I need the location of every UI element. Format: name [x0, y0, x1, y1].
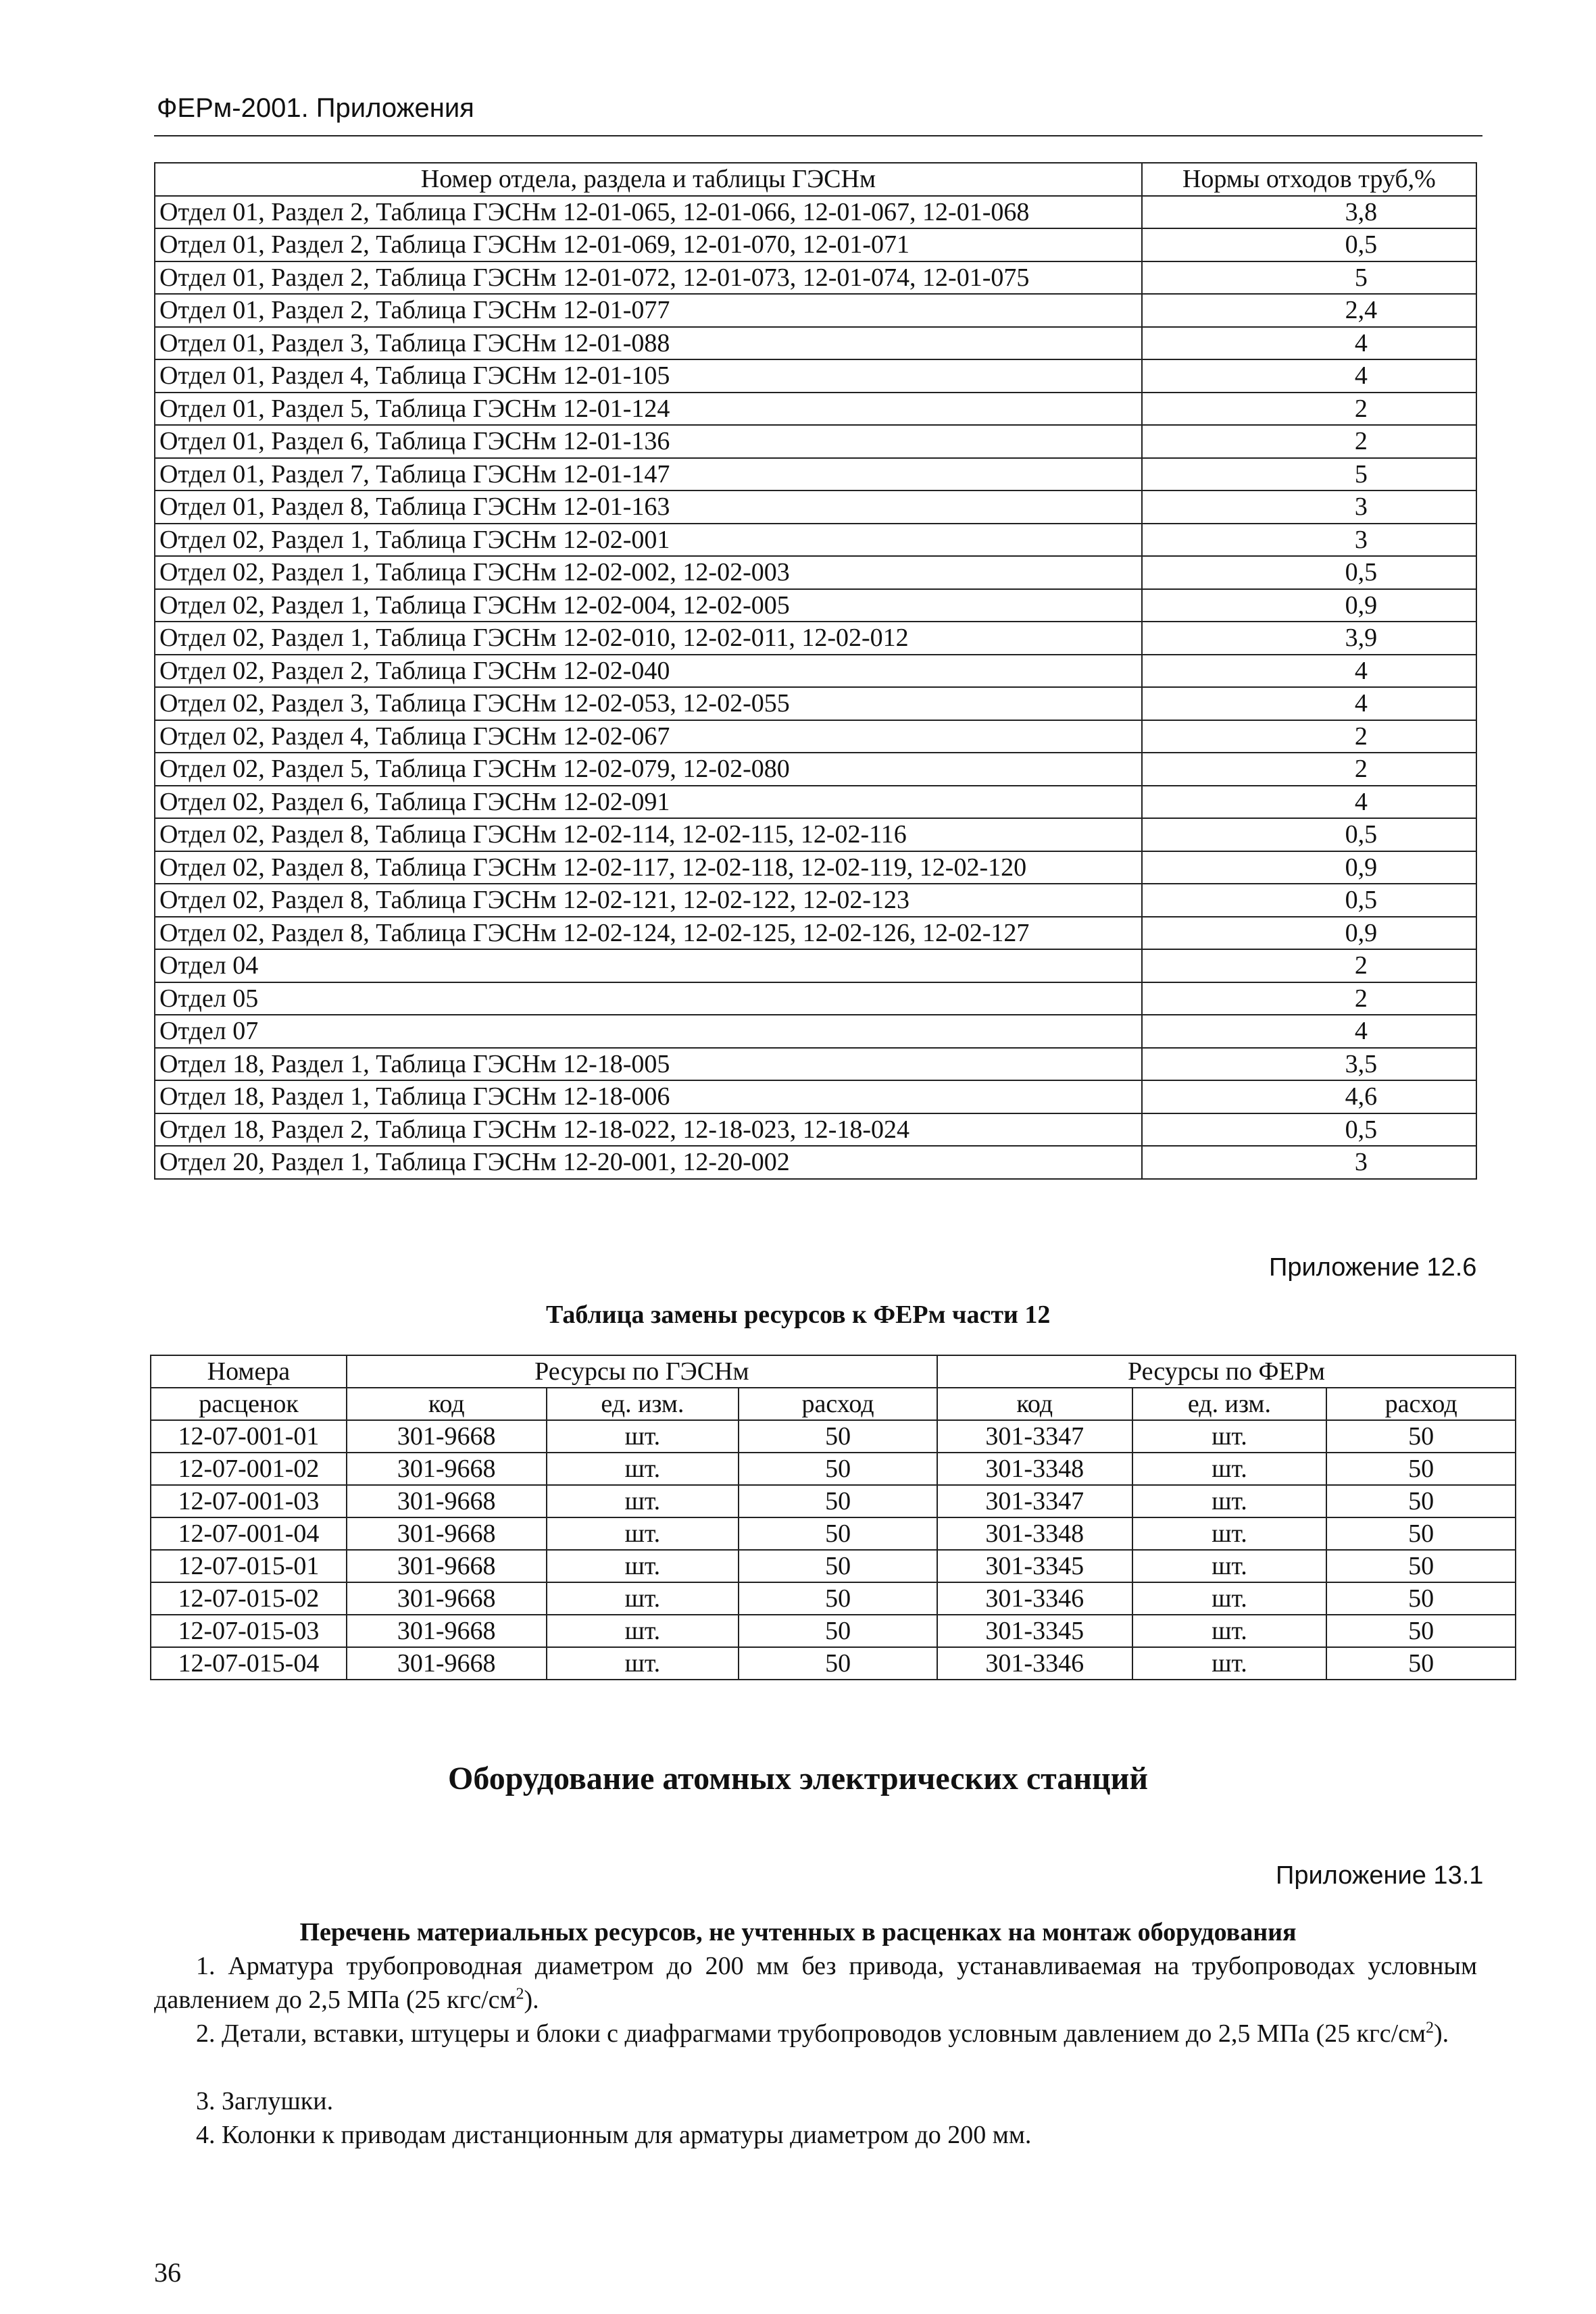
- table-row: [151, 1647, 1516, 1680]
- section-cell: Отдел 02, Раздел 1, Таблица ГЭСНм 12-02-010, 12-02-011, 12-02-012: [155, 622, 1142, 655]
- gesn-code-cell: 301-9668: [347, 1647, 547, 1680]
- norm-cell: 4: [1142, 359, 1476, 393]
- table-row: [155, 982, 1476, 1015]
- table-row: [155, 556, 1476, 589]
- fer-consumption-cell: 50: [1326, 1420, 1516, 1453]
- rate-number-cell: 12-07-015-02: [151, 1582, 347, 1615]
- gesn-code-cell: 301-9668: [347, 1485, 547, 1517]
- section-cell: Отдел 04: [155, 949, 1142, 982]
- norm-cell: 4: [1142, 327, 1476, 360]
- table-row: [155, 1048, 1476, 1081]
- fer-code-cell: 301-3345: [937, 1550, 1132, 1582]
- gesn-unit-cell: шт.: [547, 1582, 739, 1615]
- column-header-fer-code: код: [937, 1388, 1132, 1420]
- section-cell: Отдел 02, Раздел 4, Таблица ГЭСНм 12-02-067: [155, 720, 1142, 753]
- fer-code-cell: 301-3348: [937, 1517, 1132, 1550]
- norm-cell: 3,8: [1142, 196, 1476, 229]
- section-cell: Отдел 01, Раздел 6, Таблица ГЭСНм 12-01-136: [155, 425, 1142, 458]
- norm-cell: 4: [1142, 655, 1476, 688]
- page-number: 36: [154, 2257, 181, 2288]
- section-cell: Отдел 02, Раздел 8, Таблица ГЭСНм 12-02-114, 12-02-115, 12-02-116: [155, 818, 1142, 851]
- table-subheader-row: [151, 1388, 1516, 1420]
- table-row: [151, 1517, 1516, 1550]
- table-row: [151, 1550, 1516, 1582]
- section-cell: Отдел 02, Раздел 3, Таблица ГЭСНм 12-02-053, 12-02-055: [155, 687, 1142, 720]
- column-header-fer-consumption: расход: [1326, 1388, 1516, 1420]
- norm-cell: 3: [1142, 491, 1476, 524]
- table-row: [155, 1080, 1476, 1113]
- fer-code-cell: 301-3348: [937, 1453, 1132, 1485]
- rate-number-cell: 12-07-015-04: [151, 1647, 347, 1680]
- section-cell: Отдел 02, Раздел 5, Таблица ГЭСНм 12-02-079, 12-02-080: [155, 753, 1142, 786]
- rate-number-cell: 12-07-001-02: [151, 1453, 347, 1485]
- table-row: [155, 917, 1476, 950]
- section-cell: Отдел 02, Раздел 8, Таблица ГЭСНм 12-02-124, 12-02-125, 12-02-126, 12-02-127: [155, 917, 1142, 950]
- section-cell: Отдел 20, Раздел 1, Таблица ГЭСНм 12-20-001, 12-20-002: [155, 1146, 1142, 1179]
- section-cell: Отдел 01, Раздел 7, Таблица ГЭСНм 12-01-147: [155, 458, 1142, 491]
- table-body: [151, 1420, 1516, 1680]
- fer-consumption-cell: 50: [1326, 1453, 1516, 1485]
- fer-unit-cell: шт.: [1132, 1550, 1327, 1582]
- table-row: [155, 491, 1476, 524]
- appendix-label: Приложение 12.6: [1269, 1253, 1477, 1282]
- running-head: ФЕРм-2001. Приложения: [157, 93, 474, 123]
- fer-unit-cell: шт.: [1132, 1582, 1327, 1615]
- column-group-gesn: Ресурсы по ГЭСНм: [347, 1355, 937, 1388]
- table-row: [155, 228, 1476, 261]
- section-cell: Отдел 02, Раздел 1, Таблица ГЭСНм 12-02-001: [155, 524, 1142, 557]
- table-row: [151, 1420, 1516, 1453]
- table-row: [155, 261, 1476, 295]
- column-header-section: Номер отдела, раздела и таблицы ГЭСНм: [155, 163, 1142, 196]
- table-row: [155, 655, 1476, 688]
- fer-code-cell: 301-3347: [937, 1420, 1132, 1453]
- gesn-code-cell: 301-9668: [347, 1582, 547, 1615]
- table-row: [155, 720, 1476, 753]
- header-rule: [154, 135, 1482, 136]
- rate-number-cell: 12-07-015-03: [151, 1615, 347, 1647]
- section-cell: Отдел 01, Раздел 3, Таблица ГЭСНм 12-01-088: [155, 327, 1142, 360]
- fer-unit-cell: шт.: [1132, 1517, 1327, 1550]
- gesn-code-cell: 301-9668: [347, 1550, 547, 1582]
- fer-consumption-cell: 50: [1326, 1517, 1516, 1550]
- norm-cell: 5: [1142, 261, 1476, 295]
- gesn-consumption-cell: 50: [739, 1550, 937, 1582]
- section-cell: Отдел 01, Раздел 2, Таблица ГЭСНм 12-01-072, 12-01-073, 12-01-074, 12-01-075: [155, 261, 1142, 295]
- column-group-fer: Ресурсы по ФЕРм: [937, 1355, 1516, 1388]
- norm-cell: 2,4: [1142, 294, 1476, 327]
- list-item: 4. Колонки к приводам дистанционным для арматуры диаметром до 200 мм.: [196, 2121, 1032, 2149]
- table-row: [155, 1113, 1476, 1147]
- fer-code-cell: 301-3345: [937, 1615, 1132, 1647]
- fer-code-cell: 301-3346: [937, 1647, 1132, 1680]
- norm-cell: 3,9: [1142, 622, 1476, 655]
- norm-cell: 4: [1142, 786, 1476, 819]
- gesn-unit-cell: шт.: [547, 1453, 739, 1485]
- fer-unit-cell: шт.: [1132, 1485, 1327, 1517]
- table-row: [155, 589, 1476, 622]
- norm-cell: 2: [1142, 982, 1476, 1015]
- table-row: [155, 393, 1476, 426]
- gesn-consumption-cell: 50: [739, 1485, 937, 1517]
- norm-cell: 0,5: [1142, 228, 1476, 261]
- section-cell: Отдел 01, Раздел 8, Таблица ГЭСНм 12-01-163: [155, 491, 1142, 524]
- norm-cell: 3,5: [1142, 1048, 1476, 1081]
- section-cell: Отдел 02, Раздел 8, Таблица ГЭСНм 12-02-121, 12-02-122, 12-02-123: [155, 884, 1142, 917]
- fer-consumption-cell: 50: [1326, 1615, 1516, 1647]
- table-row: [155, 1146, 1476, 1179]
- appendix-label: Приложение 13.1: [1276, 1861, 1484, 1890]
- gesn-unit-cell: шт.: [547, 1517, 739, 1550]
- table-row: [155, 851, 1476, 884]
- table-row: [155, 622, 1476, 655]
- column-header-fer-unit: ед. изм.: [1132, 1388, 1327, 1420]
- section-cell: Отдел 01, Раздел 2, Таблица ГЭСНм 12-01-065, 12-01-066, 12-01-067, 12-01-068: [155, 196, 1142, 229]
- table-row: [155, 1015, 1476, 1048]
- norm-cell: 2: [1142, 949, 1476, 982]
- norm-cell: 0,9: [1142, 917, 1476, 950]
- gesn-unit-cell: шт.: [547, 1485, 739, 1517]
- table-row: [151, 1453, 1516, 1485]
- table-row: [155, 524, 1476, 557]
- list-item: 3. Заглушки.: [196, 2087, 334, 2115]
- fer-consumption-cell: 50: [1326, 1582, 1516, 1615]
- table-header-row: [155, 163, 1476, 196]
- gesn-code-cell: 301-9668: [347, 1420, 547, 1453]
- section-cell: Отдел 02, Раздел 1, Таблица ГЭСНм 12-02-004, 12-02-005: [155, 589, 1142, 622]
- table-row: [155, 818, 1476, 851]
- gesn-unit-cell: шт.: [547, 1615, 739, 1647]
- section-cell: Отдел 01, Раздел 5, Таблица ГЭСНм 12-01-124: [155, 393, 1142, 426]
- column-header-gesn-consumption: расход: [739, 1388, 937, 1420]
- section-cell: Отдел 02, Раздел 6, Таблица ГЭСНм 12-02-091: [155, 786, 1142, 819]
- section-cell: Отдел 07: [155, 1015, 1142, 1048]
- rate-number-cell: 12-07-015-01: [151, 1550, 347, 1582]
- norm-cell: 4: [1142, 1015, 1476, 1048]
- fer-unit-cell: шт.: [1132, 1420, 1327, 1453]
- column-header-gesn-code: код: [347, 1388, 547, 1420]
- table-row: [151, 1582, 1516, 1615]
- rate-number-cell: 12-07-001-01: [151, 1420, 347, 1453]
- gesn-unit-cell: шт.: [547, 1550, 739, 1582]
- norm-cell: 2: [1142, 425, 1476, 458]
- fer-consumption-cell: 50: [1326, 1550, 1516, 1582]
- table-row: [155, 425, 1476, 458]
- section-cell: Отдел 18, Раздел 1, Таблица ГЭСНм 12-18-006: [155, 1080, 1142, 1113]
- fer-code-cell: 301-3346: [937, 1582, 1132, 1615]
- section-cell: Отдел 18, Раздел 2, Таблица ГЭСНм 12-18-022, 12-18-023, 12-18-024: [155, 1113, 1142, 1147]
- fer-consumption-cell: 50: [1326, 1485, 1516, 1517]
- gesn-unit-cell: шт.: [547, 1420, 739, 1453]
- table-row: [151, 1615, 1516, 1647]
- fer-consumption-cell: 50: [1326, 1647, 1516, 1680]
- fer-unit-cell: шт.: [1132, 1615, 1327, 1647]
- pipe-waste-norms-table: [154, 162, 1477, 1180]
- section-title: Оборудование атомных электрических станций: [448, 1761, 1148, 1796]
- section-cell: Отдел 05: [155, 982, 1142, 1015]
- gesn-consumption-cell: 50: [739, 1517, 937, 1550]
- gesn-consumption-cell: 50: [739, 1647, 937, 1680]
- column-header-gesn-unit: ед. изм.: [547, 1388, 739, 1420]
- list-item: 2. Детали, вставки, штуцеры и блоки с диафрагмами трубопроводов условным давлением до 2,5 МПа (25 кгс/$см^2$).: [196, 2019, 1449, 2048]
- gesn-consumption-cell: 50: [739, 1615, 937, 1647]
- norm-cell: 3: [1142, 524, 1476, 557]
- norm-cell: 2: [1142, 720, 1476, 753]
- norm-cell: 2: [1142, 753, 1476, 786]
- norm-cell: 3: [1142, 1146, 1476, 1179]
- table-row: [155, 786, 1476, 819]
- table-row: [155, 359, 1476, 393]
- norm-cell: 2: [1142, 393, 1476, 426]
- gesn-consumption-cell: 50: [739, 1453, 937, 1485]
- rate-number-cell: 12-07-001-04: [151, 1517, 347, 1550]
- norm-cell: 4,6: [1142, 1080, 1476, 1113]
- section-cell: Отдел 02, Раздел 1, Таблица ГЭСНм 12-02-002, 12-02-003: [155, 556, 1142, 589]
- table-row: [155, 458, 1476, 491]
- column-header-numbers: Номера: [151, 1355, 347, 1388]
- table-row: [155, 753, 1476, 786]
- table-row: [151, 1485, 1516, 1517]
- table-title: Таблица замены ресурсов к ФЕРм части 12: [546, 1301, 1051, 1329]
- gesn-code-cell: 301-9668: [347, 1453, 547, 1485]
- section-cell: Отдел 18, Раздел 1, Таблица ГЭСНм 12-18-005: [155, 1048, 1142, 1081]
- fer-code-cell: 301-3347: [937, 1485, 1132, 1517]
- norm-cell: 0,5: [1142, 818, 1476, 851]
- column-header-numbers-line2: расценок: [151, 1388, 347, 1420]
- section-cell: Отдел 02, Раздел 2, Таблица ГЭСНм 12-02-040: [155, 655, 1142, 688]
- norm-cell: 4: [1142, 687, 1476, 720]
- section-cell: Отдел 02, Раздел 8, Таблица ГЭСНм 12-02-117, 12-02-118, 12-02-119, 12-02-120: [155, 851, 1142, 884]
- norm-cell: 0,5: [1142, 884, 1476, 917]
- fer-unit-cell: шт.: [1132, 1647, 1327, 1680]
- fer-unit-cell: шт.: [1132, 1453, 1327, 1485]
- table-header-row: [151, 1355, 1516, 1388]
- gesn-unit-cell: шт.: [547, 1647, 739, 1680]
- gesn-code-cell: 301-9668: [347, 1615, 547, 1647]
- table-row: [155, 327, 1476, 360]
- norm-cell: 5: [1142, 458, 1476, 491]
- section-cell: Отдел 01, Раздел 2, Таблица ГЭСНм 12-01-069, 12-01-070, 12-01-071: [155, 228, 1142, 261]
- table-row: [155, 294, 1476, 327]
- rate-number-cell: 12-07-001-03: [151, 1485, 347, 1517]
- table-row: [155, 687, 1476, 720]
- table-row: [155, 196, 1476, 229]
- norm-cell: 0,5: [1142, 1113, 1476, 1147]
- table-body: [155, 196, 1476, 1179]
- norm-cell: 0,9: [1142, 851, 1476, 884]
- resource-replacement-table: [150, 1355, 1516, 1680]
- table-row: [155, 884, 1476, 917]
- norm-cell: 0,5: [1142, 556, 1476, 589]
- gesn-consumption-cell: 50: [739, 1582, 937, 1615]
- section-cell: Отдел 01, Раздел 2, Таблица ГЭСНм 12-01-077: [155, 294, 1142, 327]
- norm-cell: 0,9: [1142, 589, 1476, 622]
- section-cell: Отдел 01, Раздел 4, Таблица ГЭСНм 12-01-105: [155, 359, 1142, 393]
- list-title: Перечень материальных ресурсов, не учтенных в расценках на монтаж оборудования: [299, 1918, 1297, 1946]
- gesn-code-cell: 301-9668: [347, 1517, 547, 1550]
- list-item: 1. Арматура трубопроводная диаметром до 200 мм без привода, устанавливаемая на трубопроводах условным давлением до 2,5 МПа (25 кгс/$см^2$).: [154, 1952, 1477, 2014]
- table-row: [155, 949, 1476, 982]
- column-header-norm: Нормы отходов труб,%: [1142, 163, 1476, 196]
- gesn-consumption-cell: 50: [739, 1420, 937, 1453]
